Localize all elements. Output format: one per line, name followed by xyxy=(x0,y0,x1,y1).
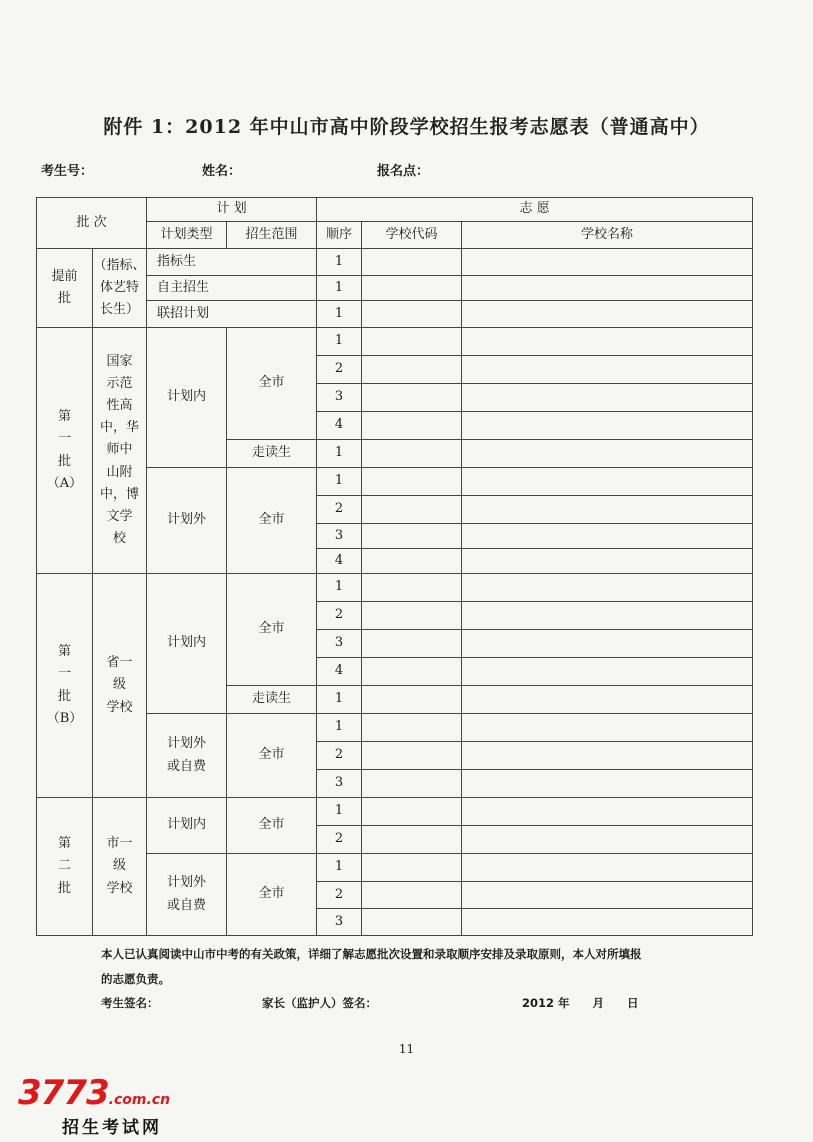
order-cell: 1 xyxy=(317,798,362,826)
school-name-field[interactable] xyxy=(462,549,753,574)
name-label: 姓名： xyxy=(202,164,242,179)
school-code-field[interactable] xyxy=(362,356,462,384)
school-code-field[interactable] xyxy=(362,909,462,936)
school-code-field[interactable] xyxy=(362,602,462,630)
plan-type-out: 计划外 或自费 xyxy=(147,714,227,798)
scope-day-student: 走读生 xyxy=(227,686,317,714)
header-school-code: 学校代码 xyxy=(362,222,462,249)
order-cell: 4 xyxy=(317,549,362,574)
scope-city: 全市 xyxy=(227,798,317,854)
batch-first-a-group: 国家 示范 性高 中，华 师中 山附 中，博 文学 校 xyxy=(93,328,147,574)
batch-first-b: 第 一 批 （B） xyxy=(37,574,93,798)
plan-type-joint: 联招计划 xyxy=(147,301,317,328)
page-number: 11 xyxy=(398,1042,415,1056)
order-cell: 1 xyxy=(317,686,362,714)
watermark-domain: .com.cn xyxy=(108,1092,171,1108)
school-code-field[interactable] xyxy=(362,658,462,686)
school-name-field[interactable] xyxy=(462,909,753,936)
order-cell: 2 xyxy=(317,882,362,909)
order-cell: 3 xyxy=(317,524,362,549)
order-cell: 3 xyxy=(317,384,362,412)
header-plan-type: 计划类型 xyxy=(147,222,227,249)
declaration-line-2: 的志愿负责。 xyxy=(101,972,170,986)
school-name-field[interactable] xyxy=(462,854,753,882)
school-name-field[interactable] xyxy=(462,602,753,630)
order-cell: 2 xyxy=(317,742,362,770)
school-name-field[interactable] xyxy=(462,524,753,549)
header-plan: 计 划 xyxy=(147,198,317,222)
school-name-field[interactable] xyxy=(462,630,753,658)
school-code-field[interactable] xyxy=(362,412,462,440)
form-title: 附件 1：2012 年中山市高中阶段学校招生报考志愿表（普通高中） xyxy=(103,116,710,138)
parent-signature-label: 家长（监护人）签名： xyxy=(262,996,377,1010)
plan-type-in: 计划内 xyxy=(147,798,227,854)
school-name-field[interactable] xyxy=(462,356,753,384)
school-name-field[interactable] xyxy=(462,328,753,356)
school-name-field[interactable] xyxy=(462,714,753,742)
header-wish: 志 愿 xyxy=(317,198,753,222)
order-cell: 1 xyxy=(317,714,362,742)
batch-first-a: 第 一 批 （A） xyxy=(37,328,93,574)
order-cell: 2 xyxy=(317,602,362,630)
school-code-field[interactable] xyxy=(362,384,462,412)
school-code-field[interactable] xyxy=(362,468,462,496)
school-code-field[interactable] xyxy=(362,276,462,301)
school-name-field[interactable] xyxy=(462,384,753,412)
watermark-slogan: 招生考试网 xyxy=(62,1118,162,1138)
school-code-field[interactable] xyxy=(362,328,462,356)
school-code-field[interactable] xyxy=(362,798,462,826)
wish-form-table xyxy=(36,197,753,936)
school-name-field[interactable] xyxy=(462,301,753,328)
school-name-field[interactable] xyxy=(462,826,753,854)
watermark-brand: 3773 xyxy=(18,1073,109,1113)
order-cell: 1 xyxy=(317,328,362,356)
plan-type-independent: 自主招生 xyxy=(147,276,317,301)
school-name-field[interactable] xyxy=(462,468,753,496)
batch-first-b-group: 省一 级 学校 xyxy=(93,574,147,798)
plan-type-quota: 指标生 xyxy=(147,249,317,276)
school-code-field[interactable] xyxy=(362,549,462,574)
school-code-field[interactable] xyxy=(362,770,462,798)
scope-day-student: 走读生 xyxy=(227,440,317,468)
order-cell: 2 xyxy=(317,826,362,854)
order-cell: 2 xyxy=(317,496,362,524)
order-cell: 4 xyxy=(317,412,362,440)
school-code-field[interactable] xyxy=(362,854,462,882)
school-code-field[interactable] xyxy=(362,496,462,524)
order-cell: 1 xyxy=(317,468,362,496)
school-name-field[interactable] xyxy=(462,882,753,909)
batch-second-group: 市一 级 学校 xyxy=(93,798,147,936)
order-cell: 4 xyxy=(317,658,362,686)
batch-early-group: （指标、 体艺特 长生） xyxy=(93,249,147,328)
school-name-field[interactable] xyxy=(462,249,753,276)
school-code-field[interactable] xyxy=(362,524,462,549)
school-code-field[interactable] xyxy=(362,882,462,909)
header-batch: 批 次 xyxy=(37,198,147,249)
student-signature-label: 考生签名： xyxy=(101,996,159,1010)
order-cell: 1 xyxy=(317,854,362,882)
school-name-field[interactable] xyxy=(462,686,753,714)
school-code-field[interactable] xyxy=(362,686,462,714)
site-watermark-logo xyxy=(18,1073,171,1138)
school-name-field[interactable] xyxy=(462,658,753,686)
order-cell: 3 xyxy=(317,770,362,798)
header-scope: 招生范围 xyxy=(227,222,317,249)
registration-site-label: 报名点： xyxy=(377,164,430,179)
scope-city: 全市 xyxy=(227,328,317,440)
plan-type-out: 计划外 xyxy=(147,468,227,574)
school-code-field[interactable] xyxy=(362,574,462,602)
school-name-field[interactable] xyxy=(462,496,753,524)
school-code-field[interactable] xyxy=(362,742,462,770)
order-cell: 3 xyxy=(317,909,362,936)
school-code-field[interactable] xyxy=(362,301,462,328)
header-order: 顺序 xyxy=(317,222,362,249)
school-name-field[interactable] xyxy=(462,440,753,468)
order-cell: 1 xyxy=(317,301,362,328)
plan-type-in: 计划内 xyxy=(147,574,227,714)
order-cell: 1 xyxy=(317,440,362,468)
school-name-field[interactable] xyxy=(462,574,753,602)
school-name-field[interactable] xyxy=(462,770,753,798)
school-code-field[interactable] xyxy=(362,714,462,742)
scope-city: 全市 xyxy=(227,854,317,936)
school-code-field[interactable] xyxy=(362,630,462,658)
order-cell: 1 xyxy=(317,574,362,602)
scope-city: 全市 xyxy=(227,468,317,574)
signature-date: 2012 年 月 日 xyxy=(522,996,639,1010)
school-name-field[interactable] xyxy=(462,276,753,301)
declaration-line-1: 本人已认真阅读中山市中考的有关政策，详细了解志愿批次设置和录取顺序安排及录取原则，本人对所填报 xyxy=(101,947,642,961)
scope-city: 全市 xyxy=(227,574,317,686)
school-code-field[interactable] xyxy=(362,826,462,854)
exam-number-label: 考生号： xyxy=(41,164,94,179)
school-name-field[interactable] xyxy=(462,412,753,440)
header-school-name: 学校名称 xyxy=(462,222,753,249)
order-cell: 3 xyxy=(317,630,362,658)
batch-second: 第 二 批 xyxy=(37,798,93,936)
plan-type-in: 计划内 xyxy=(147,328,227,468)
school-code-field[interactable] xyxy=(362,440,462,468)
school-name-field[interactable] xyxy=(462,798,753,826)
plan-type-out: 计划外 或自费 xyxy=(147,854,227,936)
order-cell: 2 xyxy=(317,356,362,384)
school-name-field[interactable] xyxy=(462,742,753,770)
order-cell: 1 xyxy=(317,276,362,301)
batch-early: 提前 批 xyxy=(37,249,93,328)
order-cell: 1 xyxy=(317,249,362,276)
school-code-field[interactable] xyxy=(362,249,462,276)
scope-city: 全市 xyxy=(227,714,317,798)
